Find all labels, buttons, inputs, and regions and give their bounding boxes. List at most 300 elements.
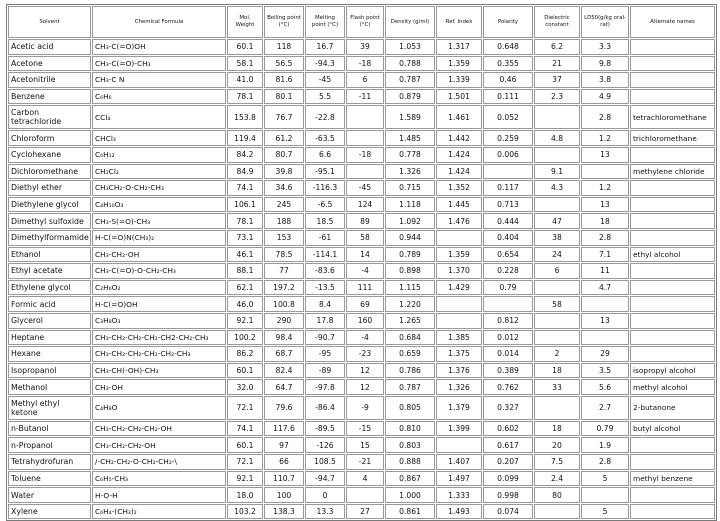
flash-point-cell: 6 (346, 72, 384, 88)
melting-point-cell: 18.5 (305, 213, 345, 229)
density-cell: 0.861 (385, 504, 435, 520)
header-ld50: LD50(g/kg oral-rat) (581, 6, 629, 38)
alternate-name-cell (630, 263, 715, 279)
solvent-name-cell: Water (8, 487, 91, 503)
chemical-formula-cell: C₆H₄-(CH₃)₂ (92, 504, 226, 520)
ref-index-cell: 1.497 (436, 471, 482, 487)
solvent-name-cell: Heptane (8, 330, 91, 346)
dielectric-constant-cell (534, 197, 580, 213)
chemical-formula-cell: CH₃-CH₂-CH₂-CH₂-CH₂-CH₃ (92, 346, 226, 362)
alternate-name-cell (630, 313, 715, 329)
melting-point-cell: 17.8 (305, 313, 345, 329)
polarity-cell: 0.014 (483, 346, 533, 362)
density-cell: 0.898 (385, 263, 435, 279)
mol-weight-cell: 119.4 (227, 130, 263, 146)
mol-weight-cell: 18.0 (227, 487, 263, 503)
header-alternate-names: Alternate names (630, 6, 715, 38)
dielectric-constant-cell: 6 (534, 263, 580, 279)
mol-weight-cell: 84.2 (227, 147, 263, 163)
alternate-name-cell (630, 487, 715, 503)
density-cell: 0.879 (385, 89, 435, 105)
alternate-name-cell (630, 437, 715, 453)
dielectric-constant-cell: 4.3 (534, 180, 580, 196)
alternate-name-cell (630, 230, 715, 246)
dielectric-constant-cell: 2.3 (534, 89, 580, 105)
dielectric-constant-cell: 9.1 (534, 164, 580, 180)
ld50-cell: 18 (581, 213, 629, 229)
table-row (8, 247, 715, 263)
table-row (8, 72, 715, 88)
ld50-cell: 11 (581, 263, 629, 279)
dielectric-constant-cell: 4.8 (534, 130, 580, 146)
ref-index-cell: 1.424 (436, 164, 482, 180)
boiling-point-cell: 100 (264, 487, 304, 503)
table-row (8, 471, 715, 487)
dielectric-constant-cell: 58 (534, 296, 580, 312)
mol-weight-cell: 73.1 (227, 230, 263, 246)
chemical-formula-cell: C₄H₁₀O₃ (92, 197, 226, 213)
header-row (8, 6, 715, 38)
ld50-cell: 7.1 (581, 247, 629, 263)
table-row (8, 130, 715, 146)
header-dielectric-constant: Dielectric constant (534, 6, 580, 38)
dielectric-constant-cell: 37 (534, 72, 580, 88)
melting-point-cell: -22.8 (305, 105, 345, 129)
polarity-cell: 0.074 (483, 504, 533, 520)
ld50-cell: 2.7 (581, 396, 629, 420)
solvent-name-cell: Isopropanol (8, 363, 91, 379)
flash-point-cell: 89 (346, 213, 384, 229)
melting-point-cell: -90.7 (305, 330, 345, 346)
table-row (8, 280, 715, 296)
density-cell: 0.684 (385, 330, 435, 346)
melting-point-cell: 8.4 (305, 296, 345, 312)
header-density: Density (g/ml) (385, 6, 435, 38)
chemical-formula-cell: CH₃-C(=O)-CH₃ (92, 56, 226, 72)
alternate-name-cell: ethyl alcohol (630, 247, 715, 263)
flash-point-cell: -15 (346, 421, 384, 437)
alternate-name-cell (630, 296, 715, 312)
table-row (8, 437, 715, 453)
ld50-cell: 1.2 (581, 180, 629, 196)
ld50-cell (581, 164, 629, 180)
alternate-name-cell (630, 197, 715, 213)
density-cell: 0.944 (385, 230, 435, 246)
boiling-point-cell: 100.8 (264, 296, 304, 312)
alternate-name-cell (630, 346, 715, 362)
ref-index-cell: 1.333 (436, 487, 482, 503)
boiling-point-cell: 117.6 (264, 421, 304, 437)
boiling-point-cell: 153 (264, 230, 304, 246)
chemical-formula-cell: CH₂Cl₂ (92, 164, 226, 180)
flash-point-cell: 14 (346, 247, 384, 263)
table-row (8, 56, 715, 72)
density-cell: 1.326 (385, 164, 435, 180)
flash-point-cell: -23 (346, 346, 384, 362)
chemical-formula-cell: H-C(=O)N(CH₃)₂ (92, 230, 226, 246)
flash-point-cell: 12 (346, 363, 384, 379)
table-row (8, 487, 715, 503)
boiling-point-cell: 118 (264, 39, 304, 55)
polarity-cell: 0.099 (483, 471, 533, 487)
melting-point-cell: -6.5 (305, 197, 345, 213)
flash-point-cell (346, 130, 384, 146)
boiling-point-cell: 79.6 (264, 396, 304, 420)
polarity-cell: 0.998 (483, 487, 533, 503)
dielectric-constant-cell (534, 280, 580, 296)
chemical-formula-cell: CH₃-OH (92, 379, 226, 395)
header-polarity: Polarity (483, 6, 533, 38)
table-row (8, 230, 715, 246)
chemical-formula-cell: C₄H₈O (92, 396, 226, 420)
density-cell: 0.788 (385, 56, 435, 72)
mol-weight-cell: 41.0 (227, 72, 263, 88)
ld50-cell: 1.2 (581, 130, 629, 146)
boiling-point-cell: 188 (264, 213, 304, 229)
table-row (8, 454, 715, 470)
density-cell: 0.786 (385, 363, 435, 379)
melting-point-cell: -86.4 (305, 396, 345, 420)
mol-weight-cell: 74.1 (227, 421, 263, 437)
boiling-point-cell: 82.4 (264, 363, 304, 379)
dielectric-constant-cell: 18 (534, 421, 580, 437)
solvent-name-cell: Ethanol (8, 247, 91, 263)
table-row (8, 296, 715, 312)
flash-point-cell: 124 (346, 197, 384, 213)
ref-index-cell: 1.339 (436, 72, 482, 88)
dielectric-constant-cell (534, 396, 580, 420)
alternate-name-cell (630, 280, 715, 296)
chemical-formula-cell: C₃H₈O₃ (92, 313, 226, 329)
solvent-name-cell: Chloroform (8, 130, 91, 146)
ref-index-cell: 1.399 (436, 421, 482, 437)
polarity-cell: 0.111 (483, 89, 533, 105)
ld50-cell: 29 (581, 346, 629, 362)
melting-point-cell: -63.5 (305, 130, 345, 146)
polarity-cell: 0.444 (483, 213, 533, 229)
density-cell: 0.888 (385, 454, 435, 470)
polarity-cell: 0.012 (483, 330, 533, 346)
chemical-formula-cell: H-C(=O)OH (92, 296, 226, 312)
ld50-cell: 1.9 (581, 437, 629, 453)
melting-point-cell: -94.3 (305, 56, 345, 72)
header-chemical-formula: Chemical Formula (92, 6, 226, 38)
chemical-formula-cell: C₆H₁₂ (92, 147, 226, 163)
flash-point-cell: -9 (346, 396, 384, 420)
polarity-cell: 0.355 (483, 56, 533, 72)
polarity-cell: 0.648 (483, 39, 533, 55)
table-row (8, 105, 715, 129)
solvent-name-cell: Toluene (8, 471, 91, 487)
header-solvent: Solvent (8, 6, 91, 38)
dielectric-constant-cell (534, 504, 580, 520)
dielectric-constant-cell: 21 (534, 56, 580, 72)
melting-point-cell: 13.3 (305, 504, 345, 520)
ld50-cell: 4.9 (581, 89, 629, 105)
dielectric-constant-cell: 2.4 (534, 471, 580, 487)
boiling-point-cell: 77 (264, 263, 304, 279)
boiling-point-cell: 97 (264, 437, 304, 453)
mol-weight-cell: 78.1 (227, 89, 263, 105)
boiling-point-cell: 80.7 (264, 147, 304, 163)
dielectric-constant-cell (534, 105, 580, 129)
mol-weight-cell: 100.2 (227, 330, 263, 346)
chemical-formula-cell: C₆H₆ (92, 89, 226, 105)
density-cell: 0.810 (385, 421, 435, 437)
ld50-cell: 13 (581, 313, 629, 329)
ref-index-cell: 1.359 (436, 56, 482, 72)
flash-point-cell (346, 105, 384, 129)
dielectric-constant-cell (534, 313, 580, 329)
boiling-point-cell: 56.5 (264, 56, 304, 72)
ld50-cell: 0.79 (581, 421, 629, 437)
mol-weight-cell: 60.1 (227, 437, 263, 453)
mol-weight-cell: 84.9 (227, 164, 263, 180)
chemical-formula-cell: CH₃-C(=O)OH (92, 39, 226, 55)
density-cell: 0.659 (385, 346, 435, 362)
polarity-cell: 0.812 (483, 313, 533, 329)
melting-point-cell: -13.5 (305, 280, 345, 296)
polarity-cell: 0.228 (483, 263, 533, 279)
chemical-formula-cell: CCl₄ (92, 105, 226, 129)
alternate-name-cell (630, 213, 715, 229)
solvent-name-cell: Carbon tetrachloride (8, 105, 91, 129)
table-row (8, 39, 715, 55)
ld50-cell: 13 (581, 147, 629, 163)
alternate-name-cell (630, 454, 715, 470)
solvent-name-cell: Cyclohexane (8, 147, 91, 163)
melting-point-cell: 0 (305, 487, 345, 503)
solvent-name-cell: Methanol (8, 379, 91, 395)
table-row (8, 346, 715, 362)
ref-index-cell: 1.429 (436, 280, 482, 296)
table-row (8, 263, 715, 279)
polarity-cell: 0.46 (483, 72, 533, 88)
dielectric-constant-cell: 38 (534, 230, 580, 246)
solvent-name-cell: Benzene (8, 89, 91, 105)
table-row (8, 363, 715, 379)
flash-point-cell: 15 (346, 437, 384, 453)
alternate-name-cell: trichloromethane (630, 130, 715, 146)
ref-index-cell: 1.407 (436, 454, 482, 470)
ref-index-cell: 1.442 (436, 130, 482, 146)
density-cell: 1.589 (385, 105, 435, 129)
solvent-name-cell: Dimethyl sulfoxide (8, 213, 91, 229)
boiling-point-cell: 80.1 (264, 89, 304, 105)
flash-point-cell: 58 (346, 230, 384, 246)
chemical-formula-cell: CH₃-C(=O)-O-CH₂-CH₃ (92, 263, 226, 279)
ref-index-cell: 1.385 (436, 330, 482, 346)
flash-point-cell: -45 (346, 180, 384, 196)
boiling-point-cell: 34.6 (264, 180, 304, 196)
mol-weight-cell: 46.0 (227, 296, 263, 312)
solvent-name-cell: Dimethylformamide (8, 230, 91, 246)
ref-index-cell: 1.359 (436, 247, 482, 263)
ld50-cell: 2.8 (581, 105, 629, 129)
mol-weight-cell: 62.1 (227, 280, 263, 296)
alternate-name-cell: methylene chloride (630, 164, 715, 180)
boiling-point-cell: 245 (264, 197, 304, 213)
boiling-point-cell: 68.7 (264, 346, 304, 362)
mol-weight-cell: 153.8 (227, 105, 263, 129)
boiling-point-cell: 39.8 (264, 164, 304, 180)
dielectric-constant-cell: 20 (534, 437, 580, 453)
flash-point-cell: 39 (346, 39, 384, 55)
ld50-cell: 4.7 (581, 280, 629, 296)
melting-point-cell: 5.5 (305, 89, 345, 105)
melting-point-cell: -61 (305, 230, 345, 246)
ref-index-cell (436, 313, 482, 329)
alternate-name-cell (630, 39, 715, 55)
melting-point-cell: 16.7 (305, 39, 345, 55)
density-cell: 1.092 (385, 213, 435, 229)
density-cell: 1.220 (385, 296, 435, 312)
dielectric-constant-cell: 7.5 (534, 454, 580, 470)
table-row (8, 421, 715, 437)
boiling-point-cell: 66 (264, 454, 304, 470)
boiling-point-cell: 98.4 (264, 330, 304, 346)
table-row (8, 197, 715, 213)
mol-weight-cell: 92.1 (227, 313, 263, 329)
melting-point-cell: 6.6 (305, 147, 345, 163)
chemical-formula-cell: CH₃-CH₂-CH₂-OH (92, 437, 226, 453)
ref-index-cell: 1.370 (436, 263, 482, 279)
table-row (8, 180, 715, 196)
flash-point-cell: -11 (346, 89, 384, 105)
ref-index-cell: 1.476 (436, 213, 482, 229)
solvent-name-cell: Acetic acid (8, 39, 91, 55)
table-row (8, 396, 715, 420)
chemical-formula-cell: CH₃-C N (92, 72, 226, 88)
ld50-cell (581, 330, 629, 346)
density-cell: 0.715 (385, 180, 435, 196)
chemical-formula-cell: /-CH₂-CH₂-O-CH₂-CH₂-\ (92, 454, 226, 470)
chemical-formula-cell: CHCl₃ (92, 130, 226, 146)
dielectric-constant-cell: 6.2 (534, 39, 580, 55)
polarity-cell: 0.79 (483, 280, 533, 296)
alternate-name-cell (630, 504, 715, 520)
header-melting-point: Melting point (°C) (305, 6, 345, 38)
flash-point-cell: 12 (346, 379, 384, 395)
ref-index-cell: 1.352 (436, 180, 482, 196)
ref-index-cell: 1.501 (436, 89, 482, 105)
polarity-cell: 0.404 (483, 230, 533, 246)
melting-point-cell: -126 (305, 437, 345, 453)
flash-point-cell: -18 (346, 147, 384, 163)
melting-point-cell: -97.8 (305, 379, 345, 395)
polarity-cell: 0.389 (483, 363, 533, 379)
ref-index-cell: 1.424 (436, 147, 482, 163)
table-row (8, 504, 715, 520)
ref-index-cell: 1.326 (436, 379, 482, 395)
mol-weight-cell: 60.1 (227, 363, 263, 379)
polarity-cell: 0.617 (483, 437, 533, 453)
density-cell: 0.778 (385, 147, 435, 163)
table-body (8, 39, 715, 519)
polarity-cell: 0.006 (483, 147, 533, 163)
chemical-formula-cell: CH₃-CH₂-CH₂-CH₂-OH (92, 421, 226, 437)
melting-point-cell: -94.7 (305, 471, 345, 487)
solvent-properties-table (6, 4, 717, 521)
ref-index-cell: 1.376 (436, 363, 482, 379)
melting-point-cell: -95 (305, 346, 345, 362)
ld50-cell: 5 (581, 471, 629, 487)
mol-weight-cell: 88.1 (227, 263, 263, 279)
flash-point-cell: -18 (346, 56, 384, 72)
mol-weight-cell: 58.1 (227, 56, 263, 72)
boiling-point-cell: 197.2 (264, 280, 304, 296)
ld50-cell: 9.8 (581, 56, 629, 72)
dielectric-constant-cell (534, 330, 580, 346)
solvent-name-cell: Tetrahydrofuran (8, 454, 91, 470)
solvent-name-cell: Acetone (8, 56, 91, 72)
mol-weight-cell: 92.1 (227, 471, 263, 487)
chemical-formula-cell: CH₃-CH(-OH)-CH₃ (92, 363, 226, 379)
table-row (8, 313, 715, 329)
alternate-name-cell (630, 89, 715, 105)
ld50-cell: 3.8 (581, 72, 629, 88)
dielectric-constant-cell: 18 (534, 363, 580, 379)
density-cell: 0.867 (385, 471, 435, 487)
boiling-point-cell: 78.5 (264, 247, 304, 263)
alternate-name-cell: methyl alcohol (630, 379, 715, 395)
density-cell: 0.787 (385, 72, 435, 88)
polarity-cell: 0.259 (483, 130, 533, 146)
dielectric-constant-cell: 2 (534, 346, 580, 362)
solvent-name-cell: Diethyl ether (8, 180, 91, 196)
ref-index-cell (436, 437, 482, 453)
ld50-cell: 3.3 (581, 39, 629, 55)
ref-index-cell: 1.379 (436, 396, 482, 420)
ld50-cell: 13 (581, 197, 629, 213)
ref-index-cell (436, 296, 482, 312)
dielectric-constant-cell: 47 (534, 213, 580, 229)
solvent-name-cell: n-Butanol (8, 421, 91, 437)
chemical-formula-cell: CH₃CH₂-O-CH₂-CH₃ (92, 180, 226, 196)
boiling-point-cell: 81.6 (264, 72, 304, 88)
table-row (8, 379, 715, 395)
solvent-name-cell: Formic acid (8, 296, 91, 312)
chemical-formula-cell: H-O-H (92, 487, 226, 503)
density-cell: 0.787 (385, 379, 435, 395)
polarity-cell: 0.052 (483, 105, 533, 129)
polarity-cell: 0.602 (483, 421, 533, 437)
polarity-cell: 0.117 (483, 180, 533, 196)
polarity-cell: 0.207 (483, 454, 533, 470)
polarity-cell: 0.713 (483, 197, 533, 213)
melting-point-cell: 108.5 (305, 454, 345, 470)
header-flash-point: Flash point (°C) (346, 6, 384, 38)
boiling-point-cell: 61.2 (264, 130, 304, 146)
boiling-point-cell: 290 (264, 313, 304, 329)
melting-point-cell: -95.1 (305, 164, 345, 180)
mol-weight-cell: 32.0 (227, 379, 263, 395)
dielectric-constant-cell (534, 147, 580, 163)
alternate-name-cell (630, 330, 715, 346)
ref-index-cell: 1.445 (436, 197, 482, 213)
polarity-cell (483, 164, 533, 180)
melting-point-cell: -89 (305, 363, 345, 379)
header-boiling-point: Boiling point (°C) (264, 6, 304, 38)
mol-weight-cell: 72.1 (227, 454, 263, 470)
polarity-cell: 0.762 (483, 379, 533, 395)
alternate-name-cell (630, 72, 715, 88)
ld50-cell: 3.5 (581, 363, 629, 379)
ref-index-cell: 1.317 (436, 39, 482, 55)
alternate-name-cell: tetrachloromethane (630, 105, 715, 129)
chemical-formula-cell: C₆H₅-CH₃ (92, 471, 226, 487)
flash-point-cell (346, 164, 384, 180)
